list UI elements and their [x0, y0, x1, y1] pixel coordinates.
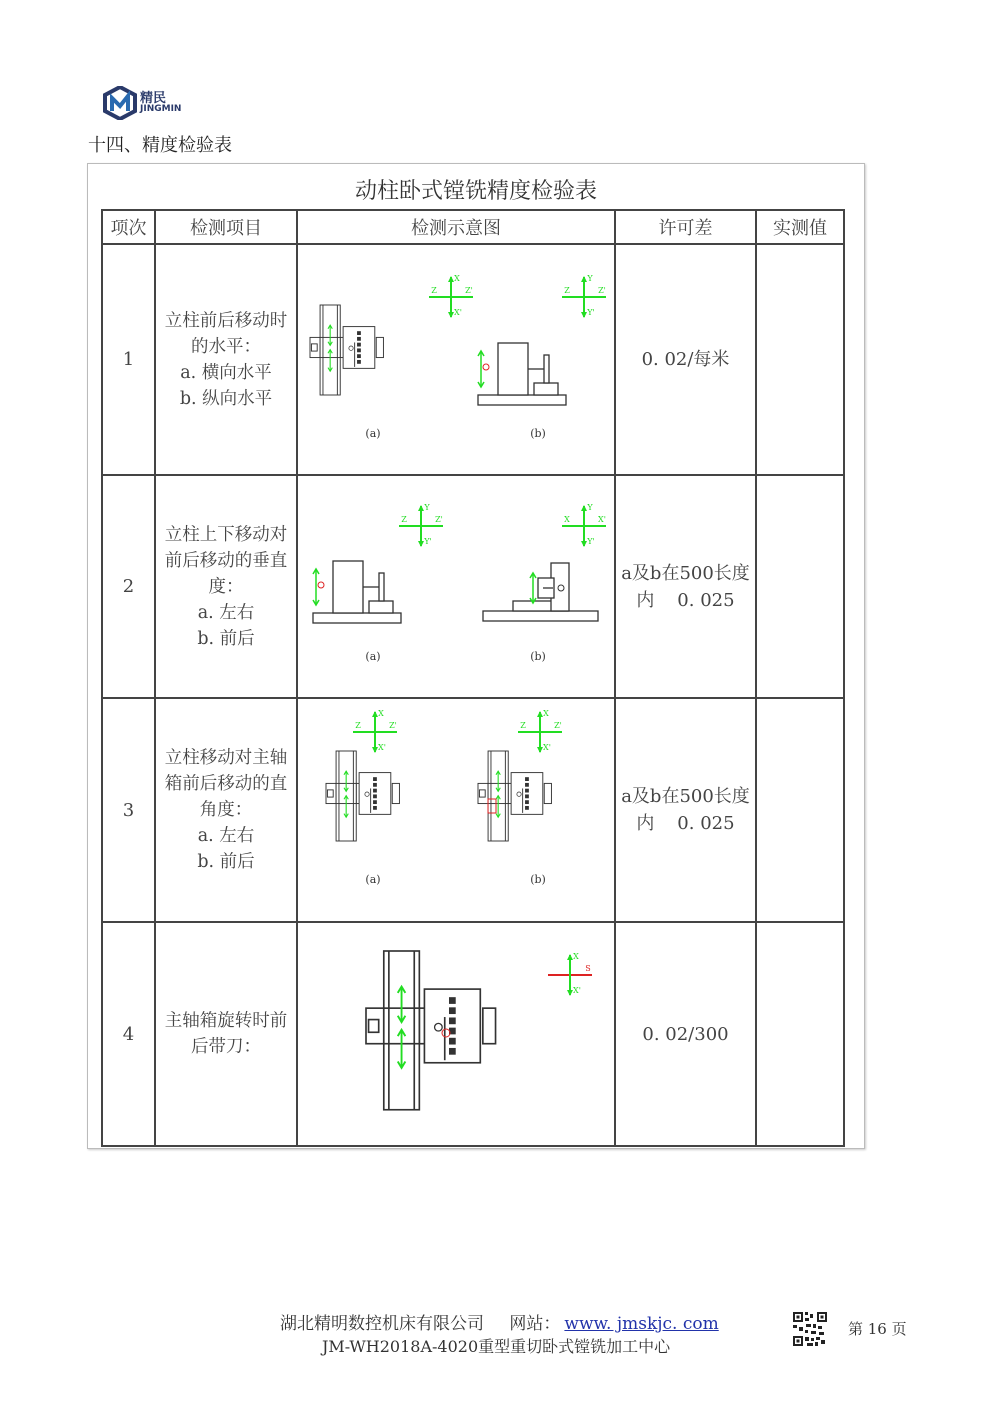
- drawing-part: [369, 601, 393, 613]
- axis-label: Z: [355, 721, 361, 730]
- qr-code-icon: [793, 1312, 827, 1346]
- table-row: [102, 922, 844, 1146]
- item-line: 的水平：: [191, 336, 261, 357]
- drawing-part: [358, 337, 361, 340]
- header-tolerance: 许可差: [615, 210, 756, 244]
- item-line: 主轴箱旋转时前: [164, 1011, 288, 1031]
- axis-label: Z: [564, 286, 570, 295]
- measured-value[interactable]: [756, 922, 844, 1146]
- drawing-part: [358, 349, 361, 352]
- drawing-part: [526, 795, 529, 798]
- axis-label: X: [573, 952, 579, 961]
- footer-company-line: [280, 1309, 719, 1334]
- axis-label: Y: [424, 503, 430, 512]
- row-number: 3: [102, 698, 155, 922]
- inspection-diagram: [298, 476, 614, 692]
- inspection-diagram: [298, 923, 614, 1140]
- tolerance: [615, 475, 756, 698]
- drawing-part: [526, 789, 529, 792]
- axis-label: Y': [424, 537, 432, 546]
- tolerance-line: a及b在500长度: [621, 786, 750, 807]
- drawing-part: [374, 789, 377, 792]
- header-measured: 实测值: [756, 210, 844, 244]
- tolerance-line: 0. 02/300: [642, 1023, 729, 1045]
- drawing-part: [327, 790, 333, 797]
- header-item: 检测项目: [155, 210, 297, 244]
- page-number: 第 16 页: [848, 1320, 907, 1338]
- drawing-part: [534, 383, 558, 395]
- axis-label: Z: [431, 286, 437, 295]
- item-line: 角度：: [199, 800, 253, 820]
- dial-indicator-icon: [365, 792, 369, 796]
- inspection-item: [155, 244, 297, 475]
- item-line: 立柱前后移动时: [164, 310, 288, 331]
- diagram-label-a: (a): [365, 427, 381, 440]
- axis-label: Z': [435, 515, 443, 524]
- row-number: 4: [102, 922, 155, 1146]
- item-line: 立柱上下移动对: [164, 524, 288, 545]
- table-header-row: [102, 210, 844, 244]
- diagram-label-a: (a): [365, 873, 381, 886]
- diagram-cell: [297, 244, 615, 475]
- tolerance: [615, 922, 756, 1146]
- drawing-part: [483, 1008, 496, 1044]
- measured-value[interactable]: [756, 698, 844, 922]
- drawing-part: [450, 1018, 455, 1023]
- axis-label: X': [454, 308, 462, 317]
- item-line: b. 前后: [197, 852, 255, 872]
- item-line: 箱前后移动的直: [164, 774, 288, 794]
- logo-cn: 精民: [140, 91, 167, 106]
- axis-label: X': [573, 986, 581, 995]
- dial-indicator-icon: [517, 792, 521, 796]
- diagram-label-b: (b): [530, 873, 546, 886]
- drawing-part: [374, 806, 377, 809]
- drawing-part: [374, 783, 377, 786]
- dial-indicator-icon: [558, 585, 564, 591]
- drawing-part: [369, 1020, 379, 1033]
- dial-indicator-icon: [349, 346, 353, 350]
- diagram-label-b: (b): [530, 650, 546, 663]
- drawing-part: [450, 1049, 455, 1054]
- axis-label: Z': [465, 286, 473, 295]
- table-row: [102, 244, 844, 475]
- tolerance: [615, 244, 756, 475]
- axis-label: Z: [520, 721, 526, 730]
- drawing-part: [526, 783, 529, 786]
- drawing-part: [450, 1008, 455, 1013]
- item-line: a. 左右: [197, 602, 255, 623]
- axis-label: S: [585, 964, 591, 973]
- axis-label: X: [454, 274, 460, 283]
- dial-indicator-icon: [435, 1023, 443, 1031]
- drawing-part: [483, 611, 598, 621]
- inspection-table: [101, 209, 845, 1147]
- footer-site-label: 网站：: [509, 1314, 561, 1334]
- inspection-diagram: [298, 245, 614, 469]
- drawing-part: [479, 790, 485, 797]
- axis-label: X: [564, 515, 570, 524]
- drawing-part: [544, 783, 551, 803]
- axis-label: X: [378, 709, 384, 718]
- axis-label: Z': [389, 721, 397, 730]
- drawing-part: [450, 1039, 455, 1044]
- table-title: 动柱卧式镗铣精度检验表: [354, 179, 597, 204]
- item-line: b. 前后: [197, 628, 255, 649]
- diagram-cell: [297, 475, 615, 698]
- axis-label: Z: [401, 515, 407, 524]
- drawing-part: [313, 613, 401, 623]
- item-line: 前后移动的垂直: [164, 550, 288, 571]
- footer-company: 湖北精明数控机床有限公司: [280, 1314, 484, 1334]
- drawing-part: [450, 998, 455, 1003]
- company-logo: [103, 86, 181, 120]
- tolerance-line: 内 0. 025: [636, 813, 735, 834]
- axis-label: Z': [554, 721, 562, 730]
- axis-label: Y: [587, 503, 593, 512]
- axis-label: Y': [587, 308, 595, 317]
- drawing-part: [358, 360, 361, 363]
- tolerance-line: 内 0. 025: [636, 589, 735, 611]
- footer-model: JM-WH2018A-4020重型重切卧式镗铣加工中心: [322, 1337, 671, 1356]
- axis-label: Y: [587, 274, 593, 283]
- tolerance-line: a及b在500长度: [621, 562, 750, 584]
- drawing-part: [358, 332, 361, 335]
- drawing-part: [333, 561, 363, 613]
- drawing-part: [311, 344, 317, 351]
- logo-en: JINGMIN: [140, 104, 182, 114]
- item-line: a. 左右: [197, 826, 255, 846]
- drawing-part: [376, 337, 383, 357]
- item-line: b. 纵向水平: [179, 388, 273, 409]
- drawing-part: [374, 801, 377, 804]
- header-no: 项次: [102, 210, 155, 244]
- jingmin-logo-icon: [103, 86, 137, 120]
- footer-website-link[interactable]: www. jmskjc. com: [564, 1314, 719, 1334]
- drawing-part: [450, 1028, 455, 1033]
- axis-label: X: [543, 709, 549, 718]
- axis-label: X': [378, 743, 386, 752]
- tolerance: [615, 698, 756, 922]
- item-line: 立柱移动对主轴: [164, 748, 288, 768]
- inspection-item: [155, 698, 297, 922]
- diagram-label-a: (a): [365, 650, 381, 663]
- item-line: a. 横向水平: [180, 362, 272, 383]
- drawing-part: [374, 778, 377, 781]
- axis-label: Y': [587, 537, 595, 546]
- drawing-part: [544, 355, 549, 383]
- inspection-item: [155, 475, 297, 698]
- dial-indicator-icon: [318, 582, 324, 588]
- diagram-label-b: (b): [530, 427, 546, 440]
- axis-label: X': [543, 743, 551, 752]
- axis-label: X': [598, 515, 606, 524]
- inspection-item: [155, 922, 297, 1146]
- measured-value[interactable]: [756, 475, 844, 698]
- drawing-part: [392, 783, 399, 803]
- drawing-part: [526, 778, 529, 781]
- item-line: 后带刀：: [191, 1037, 261, 1057]
- table-row: [102, 475, 844, 698]
- dial-indicator-icon: [483, 364, 489, 370]
- header-diagram: 检测示意图: [297, 210, 615, 244]
- drawing-part: [526, 801, 529, 804]
- table-row: [102, 698, 844, 922]
- row-number: 1: [102, 244, 155, 475]
- inspection-diagram: [298, 699, 614, 916]
- inspection-table-image: [87, 163, 865, 1149]
- drawing-part: [358, 355, 361, 358]
- drawing-part: [526, 806, 529, 809]
- diagram-cell: [297, 698, 615, 922]
- axis-label: Z': [598, 286, 606, 295]
- tolerance-line: 0. 02/每米: [641, 349, 730, 370]
- section-title: 十四、精度检验表: [88, 135, 232, 156]
- drawing-part: [374, 795, 377, 798]
- drawing-part: [358, 343, 361, 346]
- drawing-part: [478, 395, 566, 405]
- row-number: 2: [102, 475, 155, 698]
- item-line: 度：: [208, 576, 244, 597]
- drawing-part: [379, 573, 384, 601]
- drawing-part: [498, 343, 528, 395]
- diagram-cell: [297, 922, 615, 1146]
- measured-value[interactable]: [756, 244, 844, 475]
